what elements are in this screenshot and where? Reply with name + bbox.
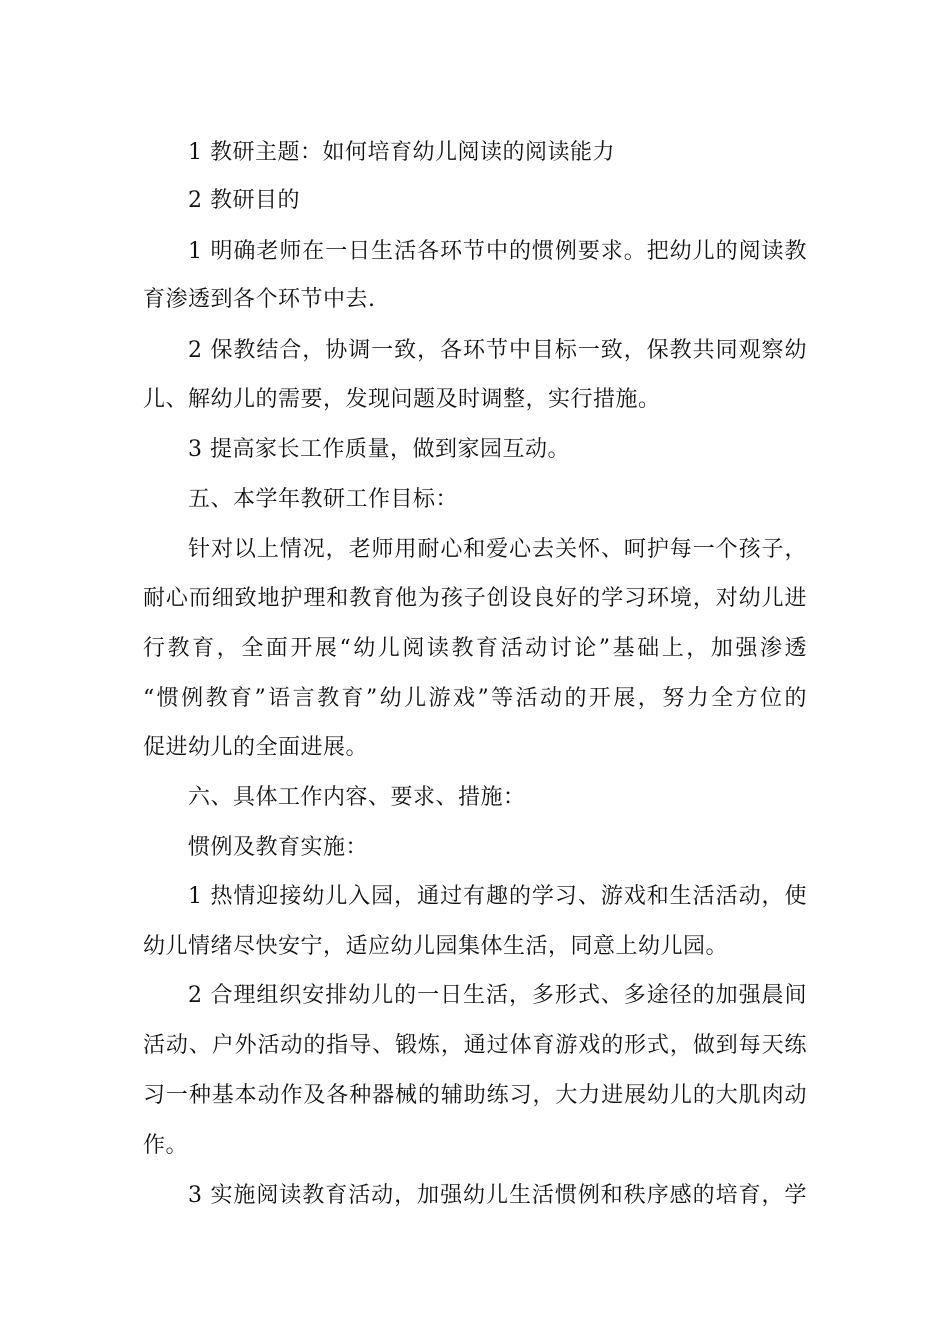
text-line: 1 明确老师在一日生活各环节中的惯例要求。把幼儿的阅读教 xyxy=(188,239,807,264)
text-line: 育渗透到各个环节中去. xyxy=(143,287,376,312)
section-heading: 五、本学年教研工作目标： xyxy=(188,487,459,512)
text-line: 针对以上情况，老师用耐心和爱心去关怀、呵护每一个孩子， xyxy=(188,537,807,562)
text-line: 3 实施阅读教育活动，加强幼儿生活惯例和秩序感的培育，学 xyxy=(188,1183,807,1208)
text-line: 作。 xyxy=(143,1133,189,1158)
text-line: 1 热情迎接幼儿入园，通过有趣的学习、游戏和生活活动，使 xyxy=(188,884,807,909)
text-line: 活动、户外活动的指导、锻炼，通过体育游戏的形式，做到每天练 xyxy=(143,1033,807,1058)
text-line: “惯例教育”语言教育”幼儿游戏”等活动的开展，努力全方位的 xyxy=(143,686,807,711)
text-line: 行教育，全面开展“幼儿阅读教育活动讨论”基础上，加强渗透 xyxy=(143,636,807,661)
text-line: 习一种基本动作及各种器械的辅助练习，大力进展幼儿的大肌肉动 xyxy=(143,1083,807,1108)
text-line: 耐心而细致地护理和教育他为孩子创设良好的学习环境，对幼儿进 xyxy=(143,586,807,611)
text-line: 幼儿情绪尽快安宁，适应幼儿园集体生活，同意上幼儿园。 xyxy=(143,934,729,959)
text-line: 2 合理组织安排幼儿的一日生活，多形式、多途径的加强晨间 xyxy=(188,983,807,1008)
text-line: 促进幼儿的全面进展。 xyxy=(143,735,369,760)
section-heading: 六、具体工作内容、要求、措施： xyxy=(188,785,526,810)
text-line: 1 教研主题：如何培育幼儿阅读的阅读能力 xyxy=(188,140,615,165)
text-line: 2 保教结合，协调一致，各环节中目标一致，保教共同观察幼 xyxy=(188,338,807,363)
text-line: 儿、解幼儿的需要，发现问题及时调整，实行措施。 xyxy=(143,387,661,412)
text-line: 惯例及教育实施： xyxy=(188,835,369,860)
text-line: 2 教研目的 xyxy=(188,188,300,213)
text-line: 3 提高家长工作质量，做到家园互动。 xyxy=(188,437,570,462)
